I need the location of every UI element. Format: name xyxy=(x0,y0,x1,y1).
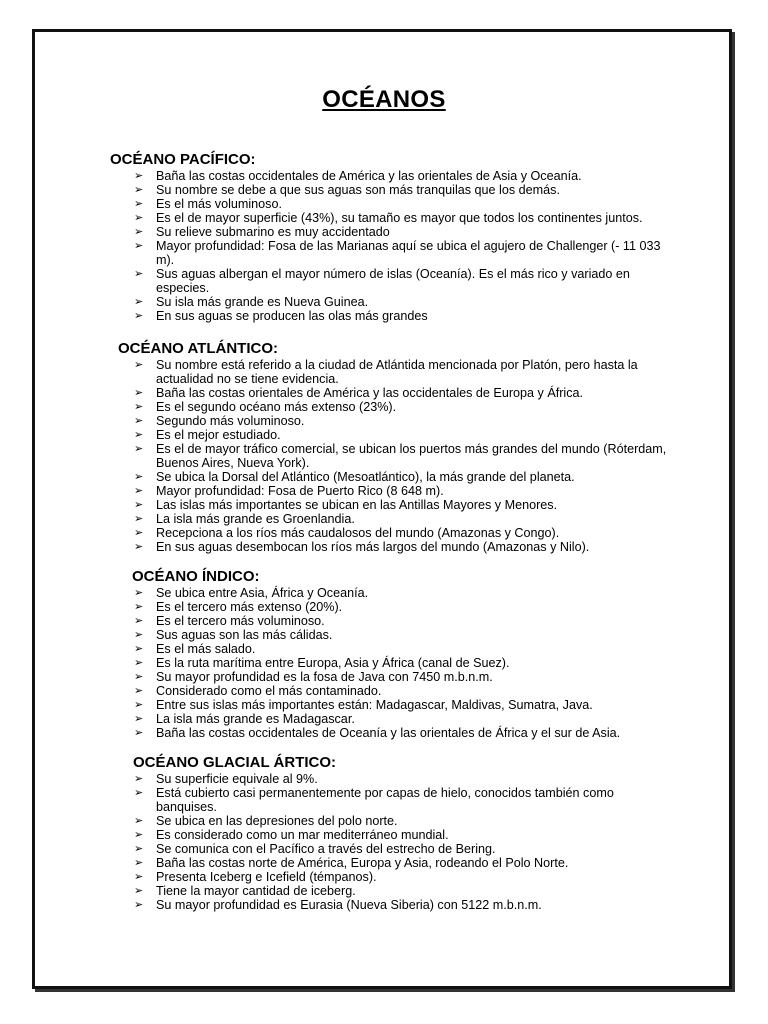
list-item xyxy=(0,239,768,267)
list-item xyxy=(0,772,768,786)
list-item-text: Es el tercero más extenso (20%). xyxy=(156,600,343,614)
list-item-text: Entre sus islas más importantes están: Madagascar, Maldivas, Sumatra, Java. xyxy=(156,698,593,712)
list-item-text: La isla más grande es Groenlandia. xyxy=(156,512,355,526)
list-item xyxy=(0,628,768,642)
arrowhead-bullet-icon: ➢ xyxy=(134,429,144,441)
list-item-text: Es el segundo océano más extenso (23%). xyxy=(156,400,397,414)
list-item-text: En sus aguas se producen las olas más grandes xyxy=(156,309,428,323)
arrowhead-bullet-icon: ➢ xyxy=(134,787,144,799)
list-item xyxy=(0,169,768,183)
arrowhead-bullet-icon: ➢ xyxy=(134,212,144,224)
list-item xyxy=(0,540,768,554)
section-heading: OCÉANO ATLÁNTICO: xyxy=(118,340,278,357)
arrowhead-bullet-icon: ➢ xyxy=(134,485,144,497)
arrowhead-bullet-icon: ➢ xyxy=(134,226,144,238)
list-item xyxy=(0,726,768,740)
arrowhead-bullet-icon: ➢ xyxy=(134,401,144,413)
arrowhead-bullet-icon: ➢ xyxy=(134,415,144,427)
bullet-list xyxy=(0,358,768,554)
arrowhead-bullet-icon: ➢ xyxy=(134,387,144,399)
arrowhead-bullet-icon: ➢ xyxy=(134,871,144,883)
list-item xyxy=(0,358,768,386)
list-item-text: Baña las costas occidentales de Oceanía y las orientales de África y el sur de Asia. xyxy=(156,726,621,740)
list-item-text: Es el más voluminoso. xyxy=(156,197,282,211)
list-item-text: Se ubica en las depresiones del polo norte. xyxy=(156,814,398,828)
bullet-list xyxy=(0,169,768,323)
list-item xyxy=(0,428,768,442)
list-item-text: Se ubica la Dorsal del Atlántico (Mesoatlántico), la más grande del planeta. xyxy=(156,470,575,484)
list-item-text: Su nombre está referido a la ciudad de Atlántida mencionada por Platón, pero hasta la actualidad no se tiene evidencia. xyxy=(156,358,638,386)
arrowhead-bullet-icon: ➢ xyxy=(134,843,144,855)
list-item-text: Las islas más importantes se ubican en las Antillas Mayores y Menores. xyxy=(156,498,558,512)
list-item xyxy=(0,512,768,526)
arrowhead-bullet-icon: ➢ xyxy=(134,615,144,627)
arrowhead-bullet-icon: ➢ xyxy=(134,857,144,869)
arrowhead-bullet-icon: ➢ xyxy=(134,773,144,785)
list-item-text: Tiene la mayor cantidad de iceberg. xyxy=(156,884,356,898)
list-item xyxy=(0,526,768,540)
arrowhead-bullet-icon: ➢ xyxy=(134,198,144,210)
arrowhead-bullet-icon: ➢ xyxy=(134,899,144,911)
arrowhead-bullet-icon: ➢ xyxy=(134,587,144,599)
list-item xyxy=(0,400,768,414)
list-item-text: Es el más salado. xyxy=(156,642,256,656)
list-item xyxy=(0,197,768,211)
section-pacifico xyxy=(0,151,768,323)
list-item xyxy=(0,470,768,484)
list-item xyxy=(0,870,768,884)
list-item xyxy=(0,786,768,814)
section-indico xyxy=(0,568,768,740)
list-item xyxy=(0,225,768,239)
arrowhead-bullet-icon: ➢ xyxy=(134,471,144,483)
list-item xyxy=(0,586,768,600)
list-item xyxy=(0,814,768,828)
list-item-text: Baña las costas orientales de América y las occidentales de Europa y África. xyxy=(156,386,584,400)
list-item-text: Su superficie equivale al 9%. xyxy=(156,772,318,786)
list-item-text: Su nombre se debe a que sus aguas son más tranquilas que los demás. xyxy=(156,183,560,197)
list-item-text: Se comunica con el Pacífico a través del estrecho de Bering. xyxy=(156,842,496,856)
list-item xyxy=(0,309,768,323)
arrowhead-bullet-icon: ➢ xyxy=(134,815,144,827)
arrowhead-bullet-icon: ➢ xyxy=(134,601,144,613)
list-item-text: Considerado como el más contaminado. xyxy=(156,684,382,698)
arrowhead-bullet-icon: ➢ xyxy=(134,727,144,739)
arrowhead-bullet-icon: ➢ xyxy=(134,699,144,711)
list-item-text: Su mayor profundidad es Eurasia (Nueva Siberia) con 5122 m.b.n.m. xyxy=(156,898,542,912)
list-item-text: Es el tercero más voluminoso. xyxy=(156,614,325,628)
list-item-text: Mayor profundidad: Fosa de las Marianas aquí se ubica el agujero de Challenger (- 11 033 m). xyxy=(156,239,661,267)
bullet-list xyxy=(0,772,768,912)
list-item xyxy=(0,856,768,870)
list-item-text: Es la ruta marítima entre Europa, Asia y África (canal de Suez). xyxy=(156,656,510,670)
list-item xyxy=(0,414,768,428)
list-item xyxy=(0,842,768,856)
list-item-text: Sus aguas albergan el mayor número de islas (Oceanía). Es el más rico y variado en especies. xyxy=(156,267,630,295)
list-item-text: Su mayor profundidad es la fosa de Java con 7450 m.b.n.m. xyxy=(156,670,493,684)
list-item xyxy=(0,183,768,197)
list-item xyxy=(0,642,768,656)
list-item xyxy=(0,442,768,470)
list-item xyxy=(0,698,768,712)
list-item-text: Es el de mayor tráfico comercial, se ubican los puertos más grandes del mundo (Róterdam, Buenos Aires, Nueva York). xyxy=(156,442,667,470)
arrowhead-bullet-icon: ➢ xyxy=(134,643,144,655)
arrowhead-bullet-icon: ➢ xyxy=(134,296,144,308)
list-item xyxy=(0,884,768,898)
section-artico xyxy=(0,754,768,912)
arrowhead-bullet-icon: ➢ xyxy=(134,359,144,371)
list-item-text: Baña las costas occidentales de América y las orientales de Asia y Oceanía. xyxy=(156,169,582,183)
list-item xyxy=(0,684,768,698)
list-item-text: Sus aguas son las más cálidas. xyxy=(156,628,333,642)
arrowhead-bullet-icon: ➢ xyxy=(134,170,144,182)
arrowhead-bullet-icon: ➢ xyxy=(134,310,144,322)
list-item xyxy=(0,211,768,225)
list-item xyxy=(0,670,768,684)
list-item-text: Es el de mayor superficie (43%), su tamaño es mayor que todos los continentes juntos. xyxy=(156,211,643,225)
arrowhead-bullet-icon: ➢ xyxy=(134,240,144,252)
arrowhead-bullet-icon: ➢ xyxy=(134,513,144,525)
arrowhead-bullet-icon: ➢ xyxy=(134,443,144,455)
list-item xyxy=(0,600,768,614)
list-item-text: La isla más grande es Madagascar. xyxy=(156,712,355,726)
list-item-text: Segundo más voluminoso. xyxy=(156,414,305,428)
list-item xyxy=(0,828,768,842)
list-item-text: Recepciona a los ríos más caudalosos del mundo (Amazonas y Congo). xyxy=(156,526,560,540)
arrowhead-bullet-icon: ➢ xyxy=(134,629,144,641)
list-item-text: Baña las costas norte de América, Europa y Asia, rodeando el Polo Norte. xyxy=(156,856,569,870)
arrowhead-bullet-icon: ➢ xyxy=(134,268,144,280)
section-heading: OCÉANO ÍNDICO: xyxy=(132,568,260,585)
list-item xyxy=(0,614,768,628)
list-item-text: Su isla más grande es Nueva Guinea. xyxy=(156,295,369,309)
list-item-text: Su relieve submarino es muy accidentado xyxy=(156,225,390,239)
list-item xyxy=(0,295,768,309)
list-item xyxy=(0,386,768,400)
list-item-text: Mayor profundidad: Fosa de Puerto Rico (8 648 m). xyxy=(156,484,444,498)
arrowhead-bullet-icon: ➢ xyxy=(134,184,144,196)
list-item xyxy=(0,712,768,726)
list-item xyxy=(0,656,768,670)
list-item xyxy=(0,484,768,498)
arrowhead-bullet-icon: ➢ xyxy=(134,527,144,539)
arrowhead-bullet-icon: ➢ xyxy=(134,541,144,553)
bullet-list xyxy=(0,586,768,740)
list-item xyxy=(0,267,768,295)
section-atlantico xyxy=(0,340,768,554)
arrowhead-bullet-icon: ➢ xyxy=(134,885,144,897)
list-item-text: Se ubica entre Asia, África y Oceanía. xyxy=(156,586,369,600)
list-item-text: Es considerado como un mar mediterráneo mundial. xyxy=(156,828,449,842)
arrowhead-bullet-icon: ➢ xyxy=(134,499,144,511)
arrowhead-bullet-icon: ➢ xyxy=(134,657,144,669)
list-item-text: Es el mejor estudiado. xyxy=(156,428,281,442)
arrowhead-bullet-icon: ➢ xyxy=(134,685,144,697)
list-item-text: Está cubierto casi permanentemente por capas de hielo, conocidos también como banquises. xyxy=(156,786,614,814)
arrowhead-bullet-icon: ➢ xyxy=(134,671,144,683)
section-heading: OCÉANO GLACIAL ÁRTICO: xyxy=(133,754,337,771)
list-item-text: Presenta Iceberg e Icefield (témpanos). xyxy=(156,870,377,884)
list-item xyxy=(0,898,768,912)
page-title: OCÉANOS xyxy=(322,86,446,113)
arrowhead-bullet-icon: ➢ xyxy=(134,829,144,841)
section-heading: OCÉANO PACÍFICO: xyxy=(110,151,256,168)
list-item xyxy=(0,498,768,512)
list-item-text: En sus aguas desembocan los ríos más largos del mundo (Amazonas y Nilo). xyxy=(156,540,590,554)
arrowhead-bullet-icon: ➢ xyxy=(134,713,144,725)
